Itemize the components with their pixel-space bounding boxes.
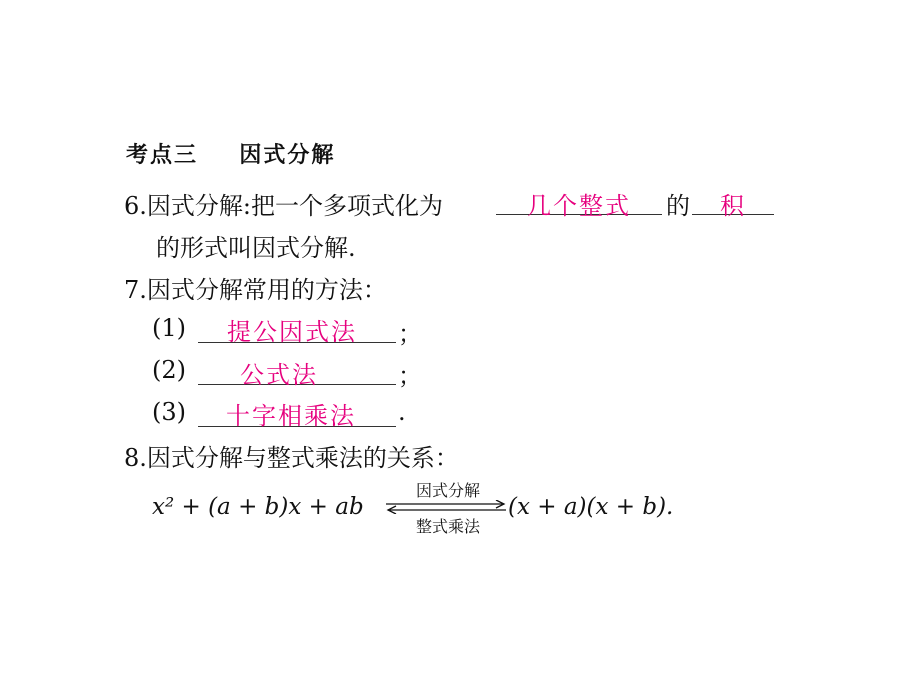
method1-answer: 提公因式法 bbox=[227, 318, 357, 346]
arrow-label-factorize: 因式分解 bbox=[415, 481, 480, 500]
item8-number: 8. bbox=[124, 444, 147, 472]
method3-label: (3) bbox=[152, 398, 186, 426]
item8-line bbox=[124, 438, 459, 473]
section-heading bbox=[126, 138, 335, 169]
item6-text-middle: 的 bbox=[666, 192, 690, 220]
method2-end: ； bbox=[398, 362, 422, 390]
method1-label: (1) bbox=[152, 314, 186, 342]
double-arrow-icon bbox=[384, 500, 508, 514]
method3-end: . bbox=[398, 398, 406, 426]
formula-right: (x + a)(x + b). bbox=[508, 494, 674, 520]
method3-answer: 十字相乘法 bbox=[226, 402, 356, 430]
item6-number: 6. bbox=[124, 192, 147, 220]
method1-end: ； bbox=[398, 320, 422, 348]
item8-text: 因式分解与整式乘法的关系： bbox=[146, 444, 459, 472]
method2-label: (2) bbox=[152, 356, 186, 384]
method2-answer: 公式法 bbox=[240, 361, 318, 389]
item6-line2: 的形式叫因式分解. bbox=[156, 234, 356, 262]
item7-text: 因式分解常用的方法： bbox=[146, 276, 387, 304]
item7-line bbox=[124, 270, 387, 305]
answer-ji: 积 bbox=[720, 192, 746, 220]
item6-text-before: 因式分解:把一个多项式化为 bbox=[146, 192, 443, 220]
arrow-label-multiply: 整式乘法 bbox=[415, 517, 480, 536]
item7-number: 7. bbox=[124, 276, 147, 304]
item6-line1 bbox=[124, 186, 443, 221]
formula-left: x² + (a + b)x + ab bbox=[152, 494, 364, 520]
section-title: 因式分解 bbox=[239, 142, 336, 168]
answer-jige-zhengshi: 几个整式 bbox=[527, 192, 631, 220]
section-tag: 考点三 bbox=[126, 142, 199, 168]
